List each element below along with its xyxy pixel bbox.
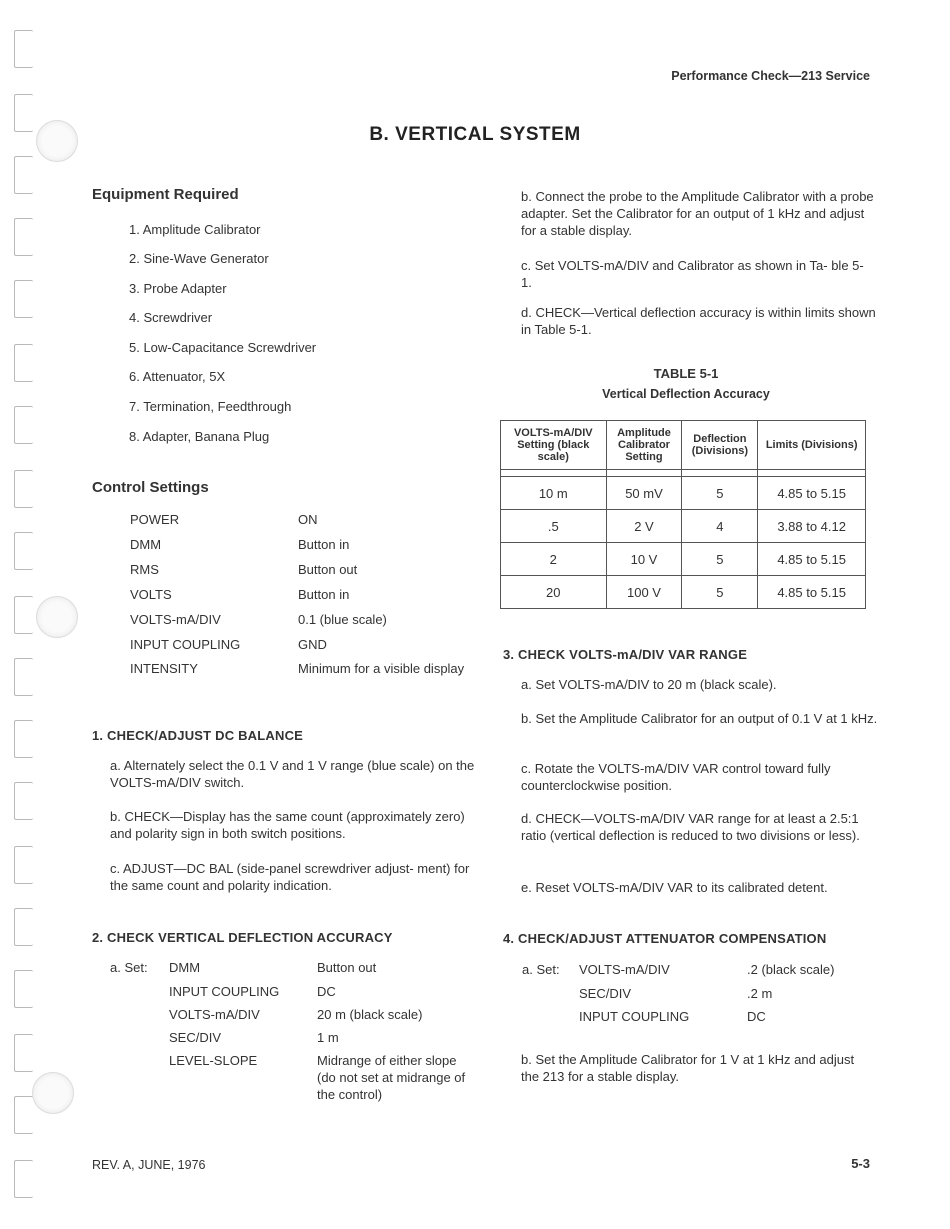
setting-name: VOLTS-mA/DIV bbox=[579, 962, 670, 977]
table-row bbox=[501, 510, 866, 543]
table-cell: 5 bbox=[682, 576, 758, 609]
table-cell: 10 m bbox=[501, 477, 607, 510]
step1-heading: 1. CHECK/ADJUST DC BALANCE bbox=[92, 728, 304, 743]
equipment-item: 8. Adapter, Banana Plug bbox=[129, 429, 270, 444]
setting-name: INPUT COUPLING bbox=[579, 1009, 690, 1024]
set-label: a. Set: bbox=[522, 962, 560, 977]
table-cell: 100 V bbox=[606, 576, 682, 609]
setting-name: SEC/DIV bbox=[169, 1030, 222, 1045]
step3-c: c. Rotate the VOLTS-mA/DIV VAR control toward fully counterclockwise position. bbox=[521, 761, 831, 793]
page-number: 5-3 bbox=[851, 1156, 870, 1171]
setting-value: Button out bbox=[317, 960, 377, 975]
table-cell: 2 V bbox=[606, 510, 682, 543]
table-cell: 10 V bbox=[606, 543, 682, 576]
setting-name: SEC/DIV bbox=[579, 986, 632, 1001]
step2-c: c. Set VOLTS-mA/DIV and Calibrator as shown in Ta- ble 5-1. bbox=[521, 258, 864, 290]
table-cell: 2 bbox=[501, 543, 607, 576]
step3-e: e. Reset VOLTS-mA/DIV VAR to its calibrated detent. bbox=[521, 880, 828, 895]
setting-name: LEVEL-SLOPE bbox=[169, 1053, 258, 1068]
setting-name: INPUT COUPLING bbox=[169, 984, 280, 999]
setting-name: VOLTS bbox=[130, 587, 172, 602]
table-cell: .5 bbox=[501, 510, 607, 543]
equipment-item: 6. Attenuator, 5X bbox=[129, 369, 226, 384]
table-cell: 4.85 to 5.15 bbox=[758, 477, 866, 510]
setting-name: DMM bbox=[130, 537, 162, 552]
equipment-heading: Equipment Required bbox=[92, 186, 239, 203]
step2-b: b. Connect the probe to the Amplitude Calibrator with a probe adapter. Set the Calibrator for an output of 1 kHz and adjust for a stable display. bbox=[521, 189, 874, 238]
section-title: B. VERTICAL SYSTEM bbox=[369, 124, 581, 145]
table-header-cell: Deflection (Divisions) bbox=[682, 421, 758, 470]
setting-value: .2 m bbox=[747, 986, 773, 1001]
setting-name: INTENSITY bbox=[130, 661, 198, 676]
table-cell: 4.85 to 5.15 bbox=[758, 576, 866, 609]
step1-b: b. CHECK—Display has the same count (approximately zero) and polarity sign in both switch positions. bbox=[110, 809, 465, 841]
table-cell: 50 mV bbox=[606, 477, 682, 510]
setting-value: Button in bbox=[298, 587, 350, 602]
setting-value: DC bbox=[747, 1009, 766, 1024]
table-cell: 4 bbox=[682, 510, 758, 543]
table-caption: Vertical Deflection Accuracy bbox=[602, 387, 770, 401]
step4-heading: 4. CHECK/ADJUST ATTENUATOR COMPENSATION bbox=[503, 931, 827, 946]
setting-value: 1 m bbox=[317, 1030, 339, 1045]
table-header-cell: Limits (Divisions) bbox=[758, 421, 866, 470]
table-label: TABLE 5-1 bbox=[653, 366, 719, 381]
table-header-cell: Amplitude Calibrator Setting bbox=[606, 421, 682, 470]
table-row bbox=[501, 576, 866, 609]
equipment-item: 7. Termination, Feedthrough bbox=[129, 399, 292, 414]
deflection-accuracy-table bbox=[500, 420, 866, 609]
set-label: a. Set: bbox=[110, 960, 148, 975]
step2-d: d. CHECK—Vertical deflection accuracy is within limits shown in Table 5-1. bbox=[521, 305, 876, 337]
setting-value: 20 m (black scale) bbox=[317, 1007, 423, 1022]
step3-d: d. CHECK—VOLTS-mA/DIV VAR range for at least a 2.5:1 ratio (vertical deflection is reduced to two divisions or less). bbox=[521, 811, 860, 843]
control-settings-heading: Control Settings bbox=[92, 479, 209, 496]
equipment-item: 4. Screwdriver bbox=[129, 310, 213, 325]
step3-heading: 3. CHECK VOLTS-mA/DIV VAR RANGE bbox=[503, 647, 748, 662]
step3-b: b. Set the Amplitude Calibrator for an output of 0.1 V at 1 kHz. bbox=[521, 711, 878, 726]
setting-name: RMS bbox=[130, 562, 159, 577]
setting-value: .2 (black scale) bbox=[747, 962, 835, 977]
setting-name: VOLTS-mA/DIV bbox=[169, 1007, 260, 1022]
table-cell: 5 bbox=[682, 543, 758, 576]
footer-revision: REV. A, JUNE, 1976 bbox=[92, 1158, 206, 1172]
table-row bbox=[501, 543, 866, 576]
step2-heading: 2. CHECK VERTICAL DEFLECTION ACCURACY bbox=[92, 930, 393, 945]
equipment-item: 5. Low-Capacitance Screwdriver bbox=[129, 340, 317, 355]
setting-value: Midrange of either slope (do not set at midrange of the control) bbox=[317, 1053, 466, 1102]
setting-value: DC bbox=[317, 984, 336, 999]
running-header: Performance Check—213 Service bbox=[671, 69, 870, 83]
equipment-item: 3. Probe Adapter bbox=[129, 281, 227, 296]
table-cell: 5 bbox=[682, 477, 758, 510]
setting-value: Button out bbox=[298, 562, 358, 577]
step4-b: b. Set the Amplitude Calibrator for 1 V at 1 kHz and adjust the 213 for a stable display. bbox=[521, 1052, 855, 1084]
table-cell: 4.85 to 5.15 bbox=[758, 543, 866, 576]
step1-c: c. ADJUST—DC BAL (side-panel screwdriver adjust- ment) for the same count and polarity indication. bbox=[110, 861, 470, 893]
setting-value: GND bbox=[298, 637, 327, 652]
setting-value: Minimum for a visible display bbox=[298, 661, 465, 676]
setting-name: VOLTS-mA/DIV bbox=[130, 612, 221, 627]
setting-value: 0.1 (blue scale) bbox=[298, 612, 387, 627]
setting-name: DMM bbox=[169, 960, 201, 975]
equipment-item: 1. Amplitude Calibrator bbox=[129, 222, 261, 237]
step3-a: a. Set VOLTS-mA/DIV to 20 m (black scale). bbox=[521, 677, 777, 692]
table-header-row bbox=[501, 421, 866, 470]
table-header-cell: VOLTS-mA/DIV Setting (black scale) bbox=[501, 421, 607, 470]
step1-a: a. Alternately select the 0.1 V and 1 V range (blue scale) on the VOLTS-mA/DIV switch. bbox=[110, 758, 475, 790]
table-cell: 20 bbox=[501, 576, 607, 609]
setting-value: Button in bbox=[298, 537, 350, 552]
table-row bbox=[501, 477, 866, 510]
equipment-item: 2. Sine-Wave Generator bbox=[129, 251, 269, 266]
table-cell: 3.88 to 4.12 bbox=[758, 510, 866, 543]
setting-name: INPUT COUPLING bbox=[130, 637, 241, 652]
setting-name: POWER bbox=[130, 512, 180, 527]
setting-value: ON bbox=[298, 512, 318, 527]
